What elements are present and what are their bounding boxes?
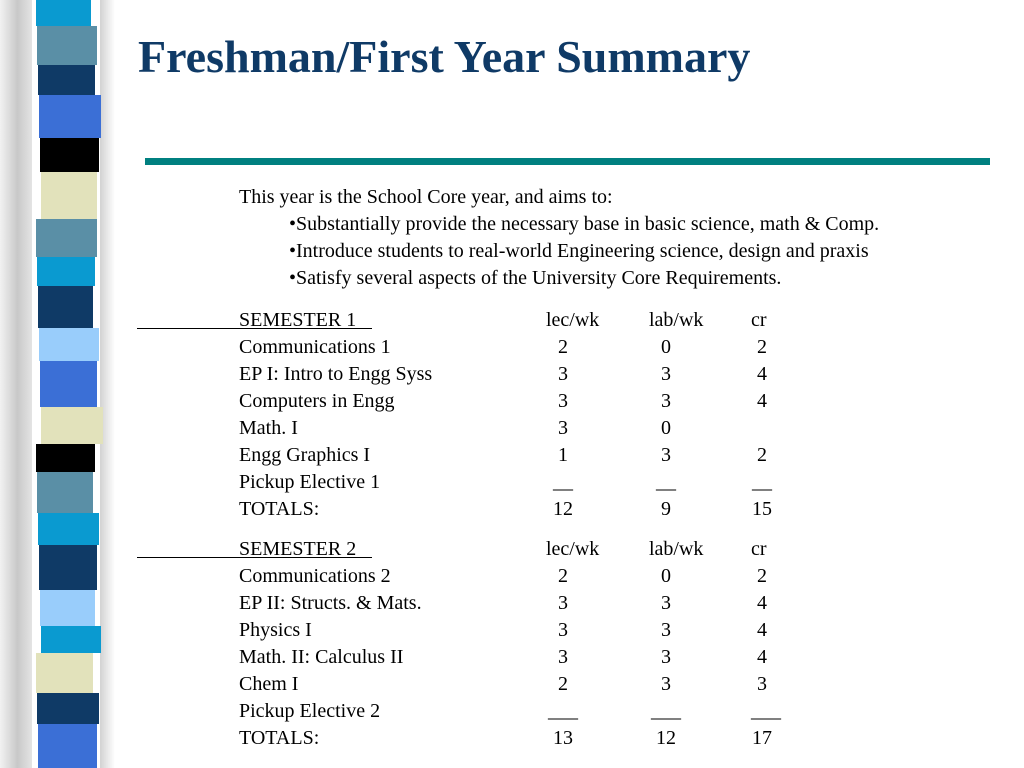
decorative-stripe — [41, 407, 103, 444]
column-header-lab: lab/wk — [649, 309, 704, 331]
lab-hours: 3 — [661, 619, 671, 641]
totals-label: TOTALS: — [239, 498, 320, 520]
total-cr: 17 — [752, 727, 772, 749]
lab-hours: 3 — [661, 390, 671, 412]
decorative-stripe — [39, 95, 101, 138]
course-name: EP I: Intro to Engg Syss — [239, 363, 433, 385]
credits: 4 — [757, 646, 767, 668]
bullet-item: •Satisfy several aspects of the University Core Requirements. — [289, 267, 782, 289]
decorative-stripe — [40, 361, 97, 407]
column-header-lab: lab/wk — [649, 538, 704, 560]
credits: 2 — [757, 565, 767, 587]
decorative-stripe — [37, 257, 95, 286]
column-header-lec: lec/wk — [546, 309, 600, 331]
lab-hours: 0 — [661, 336, 671, 358]
lec-hours: 3 — [558, 646, 568, 668]
total-lab: 12 — [656, 727, 676, 749]
credits: 2 — [757, 444, 767, 466]
decorative-stripe — [37, 472, 93, 513]
credits: 4 — [757, 390, 767, 412]
credits: 4 — [757, 592, 767, 614]
lec-hours: 3 — [558, 390, 568, 412]
decorative-stripe — [37, 26, 97, 65]
lec-hours: __ — [553, 471, 573, 493]
stripe-right-shadow — [100, 0, 115, 768]
bullet-item: •Substantially provide the necessary base in basic science, math & Comp. — [289, 213, 880, 235]
decorative-stripe — [38, 724, 97, 768]
lec-hours: 2 — [558, 565, 568, 587]
decorative-stripe — [37, 693, 99, 724]
lec-hours: 3 — [558, 363, 568, 385]
total-cr: 15 — [752, 498, 772, 520]
lab-hours: ___ — [651, 700, 681, 722]
slide-title: Freshman/First Year Summary — [138, 31, 751, 82]
decorative-stripe — [38, 286, 93, 328]
totals-label: TOTALS: — [239, 727, 320, 749]
decorative-stripe — [36, 0, 91, 26]
decorative-stripe — [41, 626, 101, 653]
total-lab: 9 — [661, 498, 671, 520]
credits: 2 — [757, 336, 767, 358]
lec-hours: 3 — [558, 592, 568, 614]
course-name: Engg Graphics I — [239, 444, 371, 466]
course-name: Pickup Elective 1 — [239, 471, 381, 493]
title-divider — [145, 158, 990, 165]
lec-hours: 2 — [558, 336, 568, 358]
decorative-stripe — [36, 653, 93, 693]
stripe-shadow — [0, 0, 32, 768]
decorative-stripe — [39, 328, 99, 361]
course-name: Communications 2 — [239, 565, 391, 587]
lec-hours: 2 — [558, 673, 568, 695]
course-name: Physics I — [239, 619, 312, 641]
course-name: Computers in Engg — [239, 390, 395, 412]
decorative-stripe — [41, 172, 97, 219]
bullet-item: •Introduce students to real-world Engineering science, design and praxis — [289, 240, 869, 262]
course-name: Pickup Elective 2 — [239, 700, 381, 722]
lab-hours: 3 — [661, 592, 671, 614]
lab-hours: 3 — [661, 673, 671, 695]
column-header-cr: cr — [751, 309, 767, 331]
credits: ___ — [751, 700, 781, 722]
semester-title: SEMESTER 2 — [239, 538, 357, 560]
credits: 3 — [757, 673, 767, 695]
semester-title: SEMESTER 1 — [239, 309, 357, 331]
total-lec: 13 — [553, 727, 573, 749]
intro-text: This year is the School Core year, and aims to: — [239, 186, 613, 208]
lec-hours: 3 — [558, 417, 568, 439]
lec-hours: ___ — [548, 700, 578, 722]
lab-hours: 0 — [661, 565, 671, 587]
column-header-cr: cr — [751, 538, 767, 560]
lab-hours: 0 — [661, 417, 671, 439]
total-lec: 12 — [553, 498, 573, 520]
decorative-stripe — [38, 65, 95, 95]
course-name: Math. I — [239, 417, 298, 439]
lab-hours: 3 — [661, 646, 671, 668]
column-header-lec: lec/wk — [546, 538, 600, 560]
decorative-stripe — [40, 138, 99, 172]
decorative-stripe — [36, 219, 97, 257]
credits: 4 — [757, 363, 767, 385]
course-name: Communications 1 — [239, 336, 391, 358]
decorative-stripe — [39, 545, 97, 590]
lab-hours: 3 — [661, 444, 671, 466]
decorative-stripe — [38, 513, 99, 545]
credits: 4 — [757, 619, 767, 641]
lab-hours: __ — [656, 471, 676, 493]
course-name: EP II: Structs. & Mats. — [239, 592, 422, 614]
credits: __ — [752, 471, 772, 493]
lec-hours: 3 — [558, 619, 568, 641]
decorative-stripe-bar — [0, 0, 115, 768]
lec-hours: 1 — [558, 444, 568, 466]
decorative-stripe — [36, 444, 95, 472]
course-name: Math. II: Calculus II — [239, 646, 404, 668]
decorative-stripe — [40, 590, 95, 626]
lab-hours: 3 — [661, 363, 671, 385]
course-name: Chem I — [239, 673, 299, 695]
